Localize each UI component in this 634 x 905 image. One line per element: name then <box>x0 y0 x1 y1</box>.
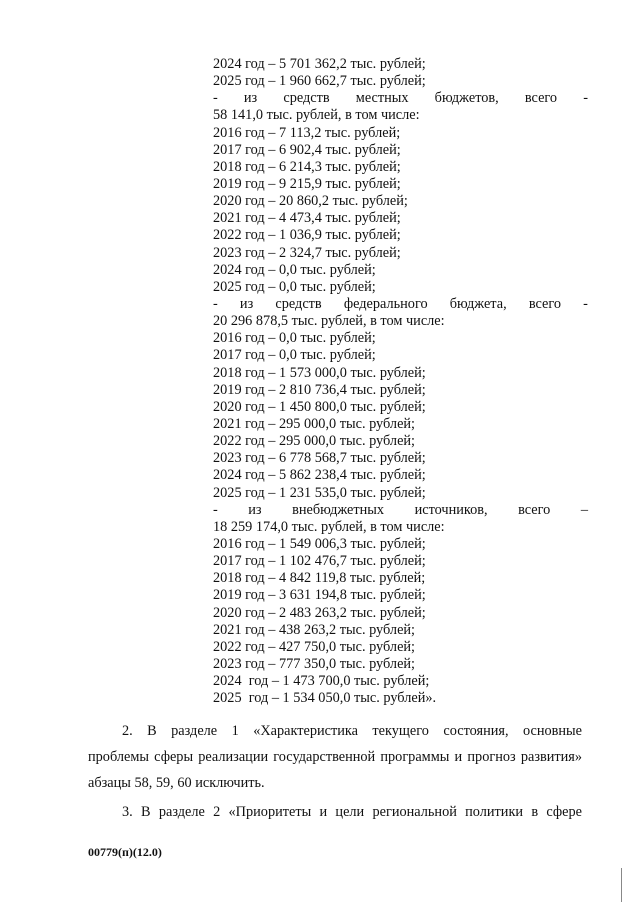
list-line: 2020 год – 1 450 800,0 тыс. рублей; <box>213 398 426 415</box>
paragraph-2 <box>88 718 582 796</box>
list-line: 2022 год – 1 036,9 тыс. рублей; <box>213 227 401 244</box>
list-line: 2025 год – 1 960 662,7 тыс. рублей; <box>213 73 426 90</box>
local-budget-total: 58 141,0 тыс. рублей, в том числе: <box>213 107 420 124</box>
extrabudgetary-header: - из внебюджетных источников, всего – <box>213 501 588 518</box>
funding-list <box>213 56 588 707</box>
scan-edge-mark <box>621 868 622 902</box>
list-line: 2020 год – 2 483 263,2 тыс. рублей; <box>213 604 426 621</box>
list-line: 2021 год – 295 000,0 тыс. рублей; <box>213 415 416 432</box>
list-line: 2018 год – 1 573 000,0 тыс. рублей; <box>213 364 426 381</box>
list-line: 2021 год – 4 473,4 тыс. рублей; <box>213 210 401 227</box>
federal-budget-header: - из средств федерального бюджета, всего - <box>213 295 588 312</box>
list-line: 2021 год – 438 263,2 тыс. рублей; <box>213 621 416 638</box>
paragraph-3 <box>88 799 582 825</box>
list-line: 2024 год – 5 862 238,4 тыс. рублей; <box>213 467 426 484</box>
list-line: 2016 год – 7 113,2 тыс. рублей; <box>213 124 401 141</box>
list-line: 2025 год – 1 534 050,0 тыс. рублей». <box>213 690 437 707</box>
list-line: 2022 год – 427 750,0 тыс. рублей; <box>213 638 416 655</box>
federal-budget-total: 20 296 878,5 тыс. рублей, в том числе: <box>213 313 445 330</box>
list-line: 2022 год – 295 000,0 тыс. рублей; <box>213 433 416 450</box>
list-line: 2024 год – 1 473 700,0 тыс. рублей; <box>213 673 430 690</box>
list-line: 2024 год – 5 701 362,2 тыс. рублей; <box>213 56 426 72</box>
document-code: 00779(п)(12.0) <box>88 845 162 859</box>
list-line: 2017 год – 0,0 тыс. рублей; <box>213 347 376 364</box>
local-budget-header: - из средств местных бюджетов, всего - <box>213 90 588 107</box>
list-line: 2017 год – 1 102 476,7 тыс. рублей; <box>213 553 426 570</box>
paragraph-2-line-2: проблемы сферы реализации государственной программы и прогноз развития» <box>88 749 582 765</box>
list-line: 2023 год – 777 350,0 тыс. рублей; <box>213 655 416 672</box>
list-line: 2017 год – 6 902,4 тыс. рублей; <box>213 141 401 158</box>
list-line: 2016 год – 1 549 006,3 тыс. рублей; <box>213 535 426 552</box>
list-line: 2016 год – 0,0 тыс. рублей; <box>213 330 376 347</box>
list-line: 2019 год – 3 631 194,8 тыс. рублей; <box>213 587 426 604</box>
list-line: 2023 год – 2 324,7 тыс. рублей; <box>213 244 401 261</box>
paragraph-2-line-1: 2. В разделе 1 «Характеристика текущего состояния, основные <box>122 723 582 739</box>
list-line: 2019 год – 9 215,9 тыс. рублей; <box>213 175 401 192</box>
paragraph-3-line-1: 3. В разделе 2 «Приоритеты и цели региональной политики в сфере <box>122 804 582 820</box>
extrabudgetary-total: 18 259 174,0 тыс. рублей, в том числе: <box>213 518 445 535</box>
list-line: 2025 год – 0,0 тыс. рублей; <box>213 278 376 295</box>
list-line: 2023 год – 6 778 568,7 тыс. рублей; <box>213 450 426 467</box>
list-line: 2018 год – 6 214,3 тыс. рублей; <box>213 158 401 175</box>
list-line: 2018 год – 4 842 119,8 тыс. рублей; <box>213 570 426 587</box>
list-line: 2025 год – 1 231 535,0 тыс. рублей; <box>213 484 426 501</box>
list-line: 2024 год – 0,0 тыс. рублей; <box>213 261 376 278</box>
paragraph-2-line-3: абзацы 58, 59, 60 исключить. <box>88 775 265 791</box>
list-line: 2020 год – 20 860,2 тыс. рублей; <box>213 193 408 210</box>
list-line: 2019 год – 2 810 736,4 тыс. рублей; <box>213 381 426 398</box>
